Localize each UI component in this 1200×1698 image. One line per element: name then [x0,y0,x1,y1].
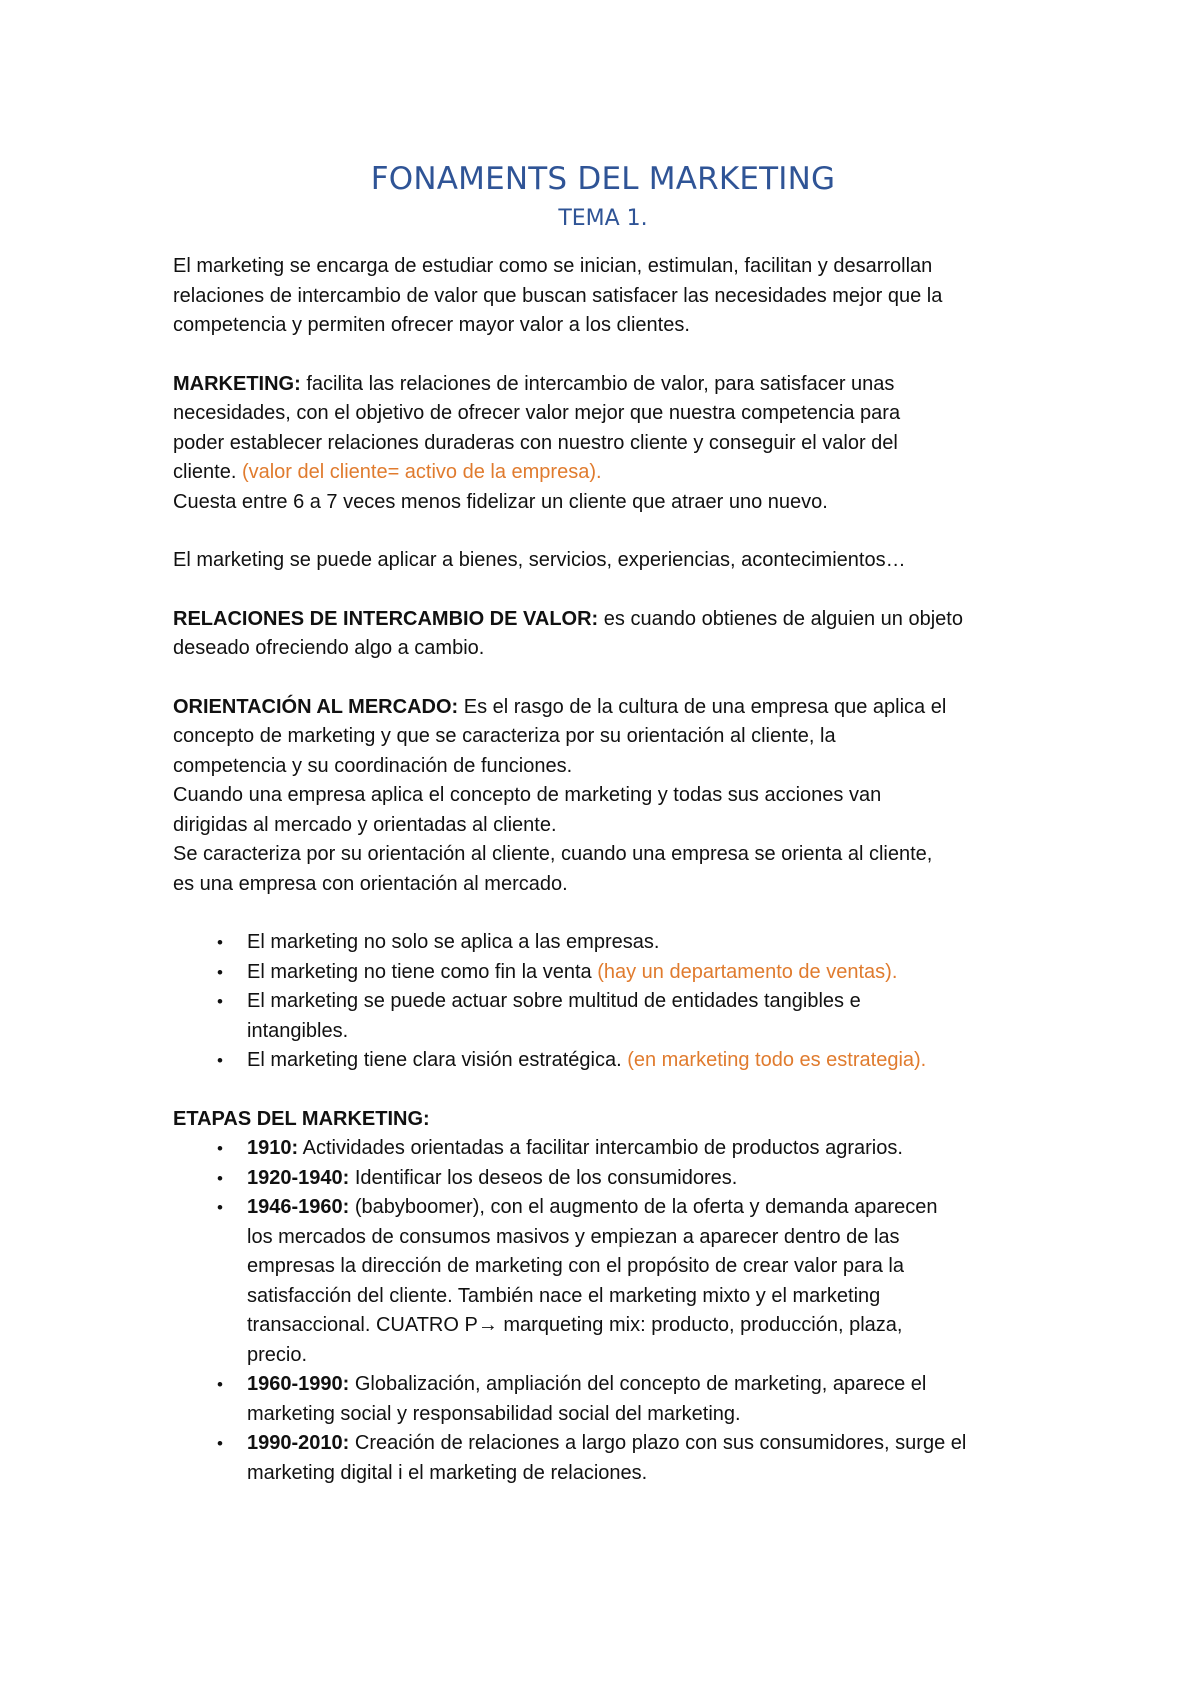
document-subtitle: TEMA 1. [558,206,648,231]
bullet-note: (hay un departamento de ventas). [597,960,898,983]
document-title: FONAMENTS DEL MARKETING [370,161,836,197]
relaciones-text: es cuando obtienes de alguien un objeto [598,607,963,630]
list-item: • El marketing no tiene como fin la venta (hay un departamento de ventas). [173,958,1033,988]
bullet-icon: • [217,1168,223,1188]
bullet-icon: • [217,1434,223,1453]
marketing-text: necesidades, con el objetivo de ofrecer valor mejor que nuestra competencia para [173,402,901,424]
marketing-note: (valor del cliente= activo de la empresa). [241,461,602,483]
intro-line: El marketing se encarga de estudiar como se inician, estimulan, facilitan y desarrollan [173,255,933,277]
bullet-note: (en marketing todo es estrategia). [627,1049,927,1071]
marketing-definition [173,370,1033,518]
bullet-icon: • [217,992,223,1011]
marketing-text: cliente. [173,461,242,483]
relaciones-definition [173,605,1033,664]
orientacion-text: concepto de marketing y que se caracteriza por su orientación al cliente, la [173,725,836,747]
list-item: • El marketing no solo se aplica a las empresas. [173,928,1033,958]
arrow-right-icon: → [477,1314,498,1336]
applies-paragraph: El marketing se puede aplicar a bienes, servicios, experiencias, acontecimientos… [173,549,906,571]
etapas-heading: ETAPAS DEL MARKETING: [173,1107,430,1130]
orientacion-text: competencia y su coordinación de funciones. [173,754,573,777]
marketing-bullet-list [173,928,1033,1076]
orientacion-text: Cuando una empresa aplica el concepto de marketing y todas sus acciones van [173,784,882,806]
document-page [173,160,1033,1488]
marketing-text: Cuesta entre 6 a 7 veces menos fidelizar un cliente que atraer uno nuevo. [173,490,828,513]
marketing-label: MARKETING: [173,372,301,395]
bullet-icon: • [217,1375,223,1394]
etapa-year: 1960-1990: [247,1373,350,1395]
marketing-text: poder establecer relaciones duraderas con nuestro cliente y conseguir el valor del [173,431,898,454]
list-item: • 1990-2010: Creación de relaciones a largo plazo con sus consumidores, surge el marketing digital i el marketing de relaciones. [173,1429,1033,1488]
orientacion-label: ORIENTACIÓN AL MERCADO: [173,695,459,718]
relaciones-label: RELACIONES DE INTERCAMBIO DE VALOR: [173,607,599,630]
etapa-year: 1920-1940: [247,1166,350,1189]
list-item: • 1910: Actividades orientadas a facilitar intercambio de productos agrarios. [173,1134,1033,1164]
intro-line: relaciones de intercambio de valor que buscan satisfacer las necesidades mejor que la [173,284,943,307]
orientacion-text: es una empresa con orientación al mercado. [173,872,568,895]
relaciones-text: deseado ofreciendo algo a cambio. [173,637,485,659]
list-item: • El marketing tiene clara visión estratégica. (en marketing todo es estrategia). [173,1046,1033,1076]
bullet-icon: • [217,1139,223,1158]
etapa-year: 1990-2010: [247,1432,350,1454]
etapa-year: 1946-1960: [247,1196,350,1218]
list-item: • 1946-1960: (babyboomer), con el augmento de la oferta y demanda aparecen los mercados de consumos masivos y empiezan a aparecer dentro de las empresas la dirección de marketing con el propósito de crear valor para la satisfacción del cliente. También nace el marketing mixto y el marketing transaccional. CUATRO P→ marqueting mix: producto, producción, plaza, precio. [173,1193,1033,1370]
bullet-icon: • [217,1198,223,1217]
bullet-icon: • [217,962,223,982]
bullet-icon: • [217,1051,223,1070]
marketing-text: facilita las relaciones de intercambio de valor, para satisfacer unas [300,372,895,395]
etapas-list [173,1134,1033,1488]
list-item: • 1960-1990: Globalización, ampliación del concepto de marketing, aparece el marketing social y responsabilidad social del marketing. [173,1370,1033,1429]
orientacion-definition [173,693,1033,900]
orientacion-text: dirigidas al mercado y orientadas al cliente. [173,813,557,836]
list-item: • El marketing se puede actuar sobre multitud de entidades tangibles e intangibles. [173,987,1033,1046]
bullet-icon: • [217,933,223,952]
etapa-year: 1910: [247,1137,299,1159]
orientacion-text: Es el rasgo de la cultura de una empresa que aplica el [458,695,947,718]
intro-line: competencia y permiten ofrecer mayor valor a los clientes. [173,314,690,336]
intro-paragraph [173,252,1033,341]
list-item: • 1920-1940: Identificar los deseos de los consumidores. [173,1164,1033,1194]
orientacion-text: Se caracteriza por su orientación al cliente, cuando una empresa se orienta al cliente, [173,843,933,865]
